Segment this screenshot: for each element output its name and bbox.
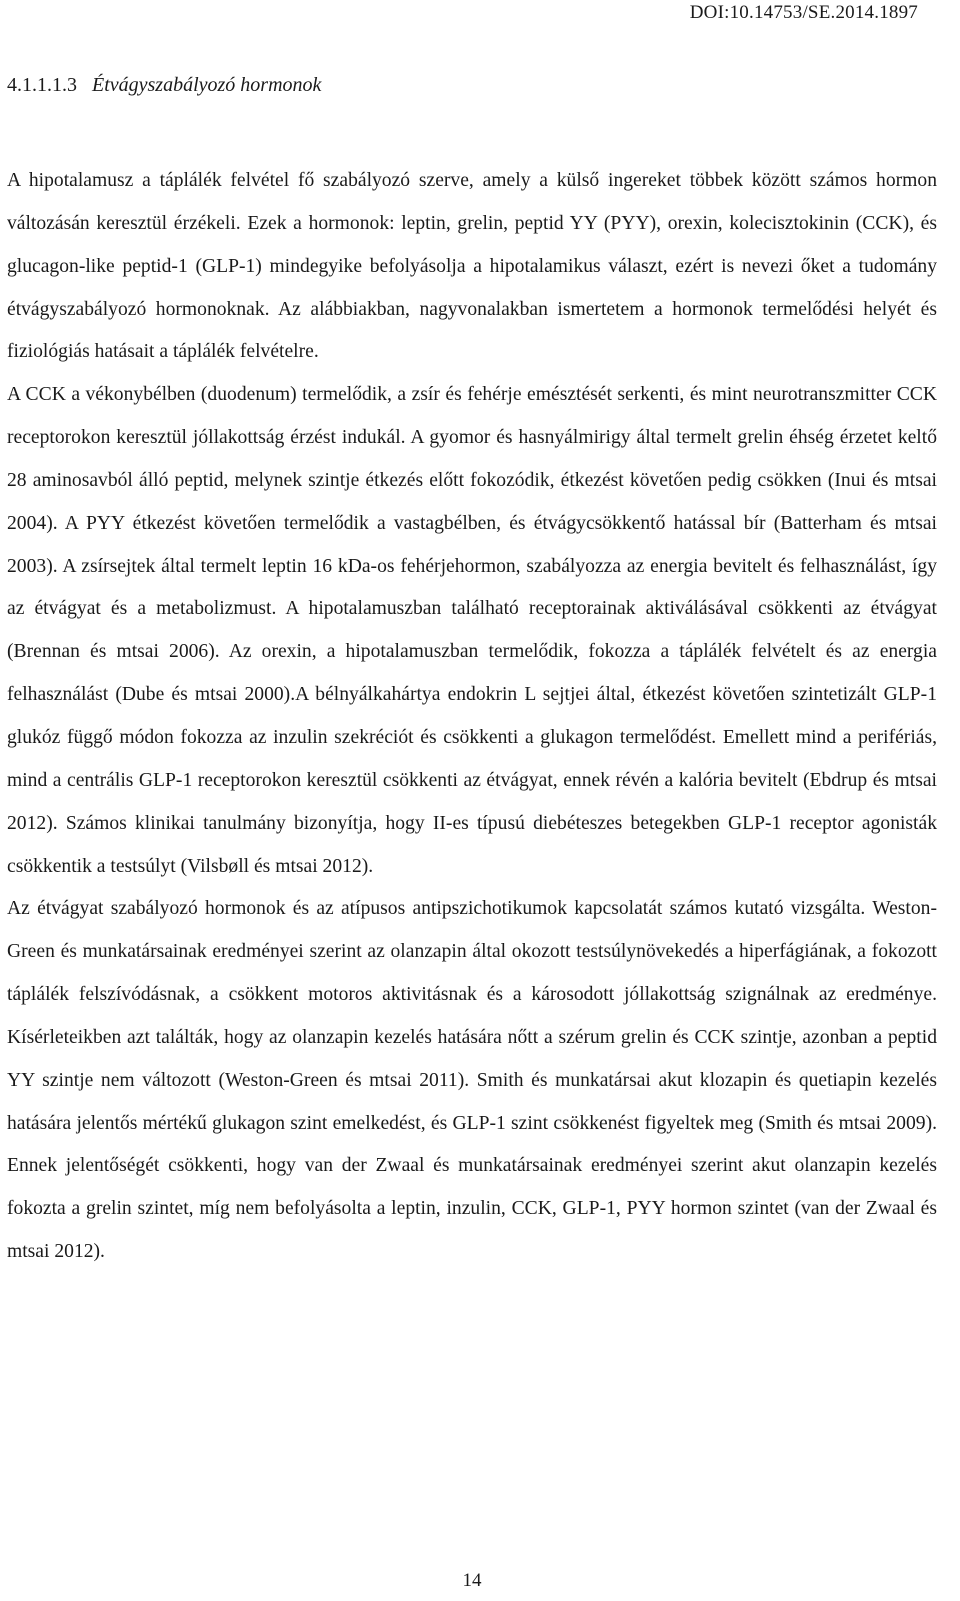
paragraph-intro: A hipotalamusz a táplálék felvétel fő szabályozó szerve, amely a külső ingereket többek között számos hormon változásán keresztül érzékeli. Ezek a hormonok: leptin, grelin, peptid YY (PYY), orexin, kolecisztokinin (CCK), és glucagon-like peptid-1 (GLP-1) mindegyike befolyásolja a hipotalamikus választ, ezért is nevezi őket a tudomány étvágyszabályozó hormonoknak. Az alábbiakban, nagyvonalakban ismertetem a hormonok termelődési helyét és fiziológiás hatásait a táplálék felvételre. <box>7 170 937 363</box>
page-number: 14 <box>462 1570 482 1591</box>
doi-header: DOI:10.14753/SE.2014.1897 <box>689 2 918 23</box>
section-number: 4.1.1.1.3 <box>7 74 77 96</box>
body-text <box>7 160 937 1274</box>
paragraph-hormones: A CCK a vékonybélben (duodenum) termelődik, a zsír és fehérje emésztését serkenti, és mint neurotranszmitter CCK receptorokon keresztül jóllakottság érzést indukál. A gyomor és hasnyálmirigy által termelt grelin éhség érzetet keltő 28 aminosavból álló peptid, melynek szintje étkezés előtt fokozódik, étkezést követően pedig csökken (Inui és mtsai 2004). A PYY étkezést követően termelődik a vastagbélben, és étvágycsökkentő hatással bír (Batterham és mtsai 2003). A zsírsejtek által termelt leptin 16 kDa-os fehérjehormon, szabályozza az energia bevitelt és felhasználást, így az étvágyat és a metabolizmust. A hipotalamuszban található receptorainak aktiválásával csökkenti az étvágyat (Brennan és mtsai 2006). Az orexin, a hipotalamuszban termelődik, fokozza a táplálék felvételt és az energia felhasználást (Dube és mtsai 2000).A bélnyálkahártya endokrin L sejtjei által, étkezést követően szintetizált GLP-1 glukóz függő módon fokozza az inzulin szekréciót és csökkenti a glukagon termelődést. Emellett mind a perifériás, mind a centrális GLP-1 receptorokon keresztül csökkenti az étvágyat, ennek révén a kalória bevitelt (Ebdrup és mtsai 2012). Számos klinikai tanulmány bizonyítja, hogy II-es típusú diebéteszes betegekben GLP-1 receptor agonisták csökkentik a testsúlyt (Vilsbøll és mtsai 2012). <box>7 384 937 877</box>
section-heading <box>7 74 321 97</box>
section-title: Étvágyszabályozó hormonok <box>92 74 322 96</box>
paragraph-antipsychotics: Az étvágyat szabályozó hormonok és az atípusos antipszichotikumok kapcsolatát számos kutató vizsgálta. Weston-Green és munkatársainak eredményei szerint az olanzapin által okozott testsúlynövekedés a hiperfágiának, a fokozott táplálék felszívódásnak, a csökkent motoros aktivitásnak és a károsodott jóllakottság szignálnak az eredménye. Kísérleteikben azt találták, hogy az olanzapin kezelés hatására nőtt a szérum grelin és CCK szintje, azonban a peptid YY szintje nem változott (Weston-Green és mtsai 2011). Smith és munkatársai akut klozapin és quetiapin kezelés hatására jelentős mértékű glukagon szint emelkedést, és GLP-1 szint csökkenést figyeltek meg (Smith és mtsai 2009). Ennek jelentőségét csökkenti, hogy van der Zwaal és munkatársainak eredményei szerint akut olanzapin kezelés fokozta a grelin szintet, míg nem befolyásolta a leptin, inzulin, CCK, GLP-1, PYY hormon szintet (van der Zwaal és mtsai 2012). <box>7 898 937 1263</box>
